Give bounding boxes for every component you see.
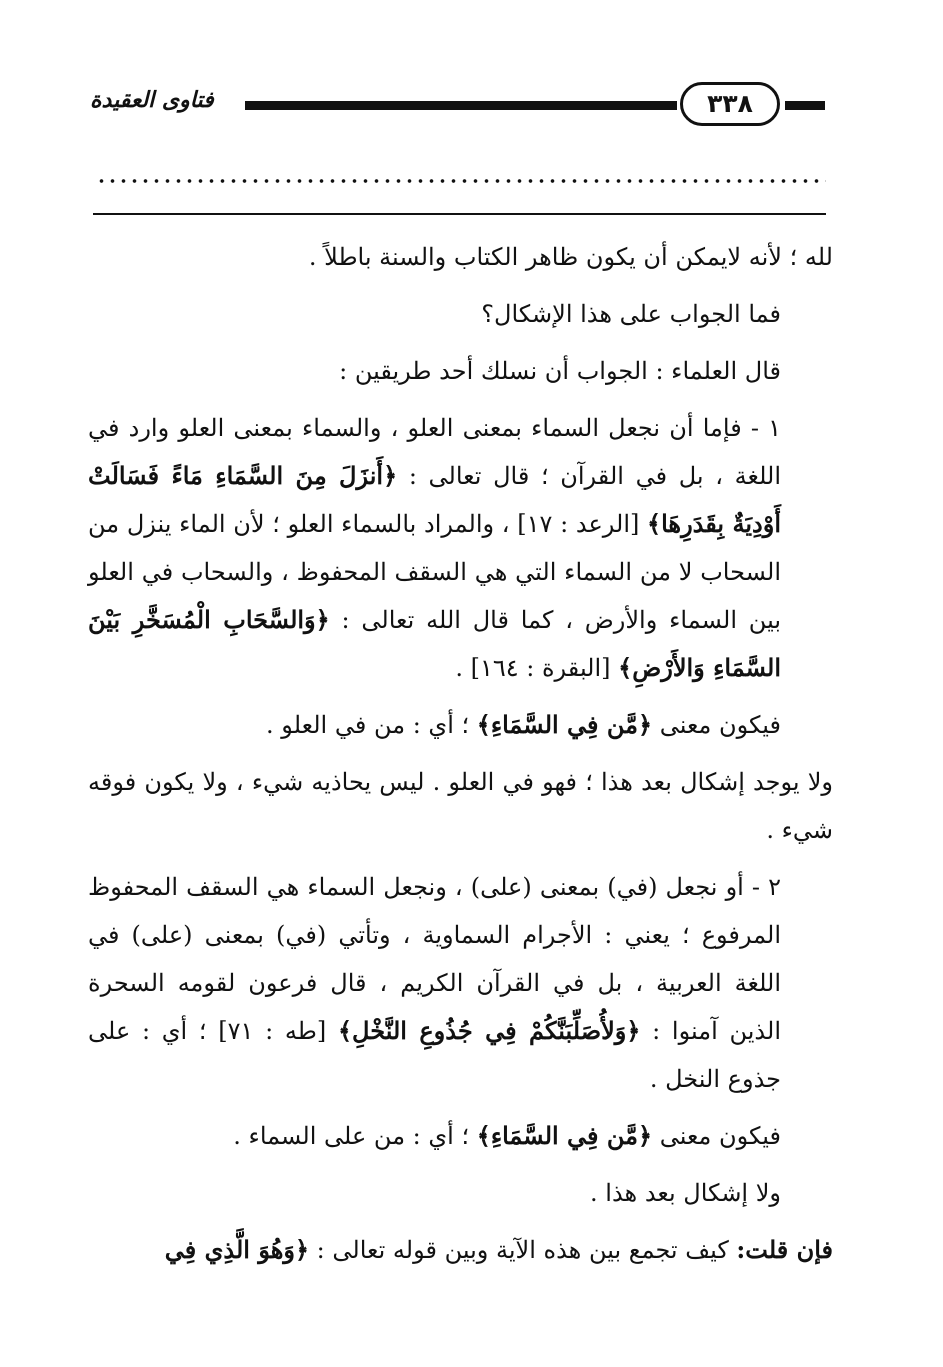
quran-phrase: ﴿مَّن فِي السَّمَاءِ﴾ [476, 1121, 653, 1150]
running-title: فتاوى العقيدة [90, 88, 214, 113]
paragraph-no-problem: ولا يوجد إشكال بعد هذا ؛ فهو في العلو . ليس يحاذيه شيء ، ولا يكون فوقه شيء . [88, 768, 833, 844]
meaning-one-text: ؛ أي : من في العلو . [266, 711, 477, 739]
method-one-reference: [البقرة : ١٦٤] . [455, 654, 619, 682]
header-rule-right [785, 101, 825, 110]
method-two-text: ٢ - أو نجعل (في) بمعنى (على) ، ونجعل السماء هي السقف المحفوظ المرفوع ؛ يعني : الأجرام السماوية ، وتأتي (في) بمعنى (على) في اللغة العربية ، بل في القرآن الكريم ، قال فرعون لقومه السحرة الذين آمنوا : [88, 873, 781, 1045]
method-one-text-middle: [الرعد : ١٧] ، والمراد بالسماء العلو ؛ لأن الماء ينزل من السحاب لا من السماء التي هي السقف المحفوظ ، والسحاب في العلو بين السماء والأرض ، كما قال الله تعالى : [88, 510, 781, 634]
if-you-say-text: كيف تجمع بين هذه الآية وبين قوله تعالى : [309, 1236, 737, 1264]
method-two-reference: [طه : ٧١] ؛ أي : على جذوع النخل . [88, 1017, 781, 1093]
paragraph-meaning-two [88, 1112, 833, 1160]
page-header [90, 80, 830, 136]
paragraph-if-you-say [88, 1226, 833, 1274]
paragraph-method-two [88, 863, 833, 1103]
paragraph-no-problem-two: ولا إشكال بعد هذا . [590, 1179, 781, 1207]
quran-verse-partial: ﴿وَهُوَ الَّذِي فِي [164, 1235, 310, 1264]
dotted-separator [96, 177, 826, 185]
quran-verse-baqarah: ﴿وَالسَّحَابِ الْمُسَخَّرِ بَيْنَ السَّمَاءِ وَالأَرْضِ﴾ [88, 605, 781, 682]
top-divider [93, 213, 826, 215]
quran-verse-raad: ﴿أَنزَلَ مِنَ السَّمَاءِ مَاءً فَسَالَتْ أَوْدِيَةٌ بِقَدَرِهَا﴾ [88, 461, 781, 538]
page-number: ٣٣٨ [680, 82, 780, 126]
quran-verse-taha: ﴿وَلأُصَلِّبَنَّكُمْ فِي جُذُوعِ النَّخْلِ﴾ [337, 1016, 641, 1045]
meaning-two-lead: فيكون معنى [652, 1122, 781, 1150]
method-one-text: ١ - فإما أن نجعل السماء بمعنى العلو ، والسماء بمعنى العلو وارد في اللغة ، بل في القرآن ؛ قال تعالى : [88, 414, 782, 490]
quran-phrase: ﴿مَّن فِي السَّمَاءِ﴾ [476, 710, 653, 739]
if-you-say-label: فإن قلت: [736, 1235, 833, 1264]
paragraph-scholars: قال العلماء : الجواب أن نسلك أحد طريقين : [339, 357, 781, 385]
paragraph-continuation: لله ؛ لأنه لايمكن أن يكون ظاهر الكتاب والسنة باطلاً . [308, 243, 833, 271]
meaning-one-lead: فيكون معنى [652, 711, 781, 739]
meaning-two-text: ؛ أي : من على السماء . [233, 1122, 477, 1150]
paragraph-method-one [88, 404, 833, 692]
paragraph-meaning-one [88, 701, 833, 749]
paragraph-question: فما الجواب على هذا الإشكال؟ [481, 300, 781, 328]
body-text [88, 233, 833, 1283]
header-rule-left [245, 101, 677, 110]
